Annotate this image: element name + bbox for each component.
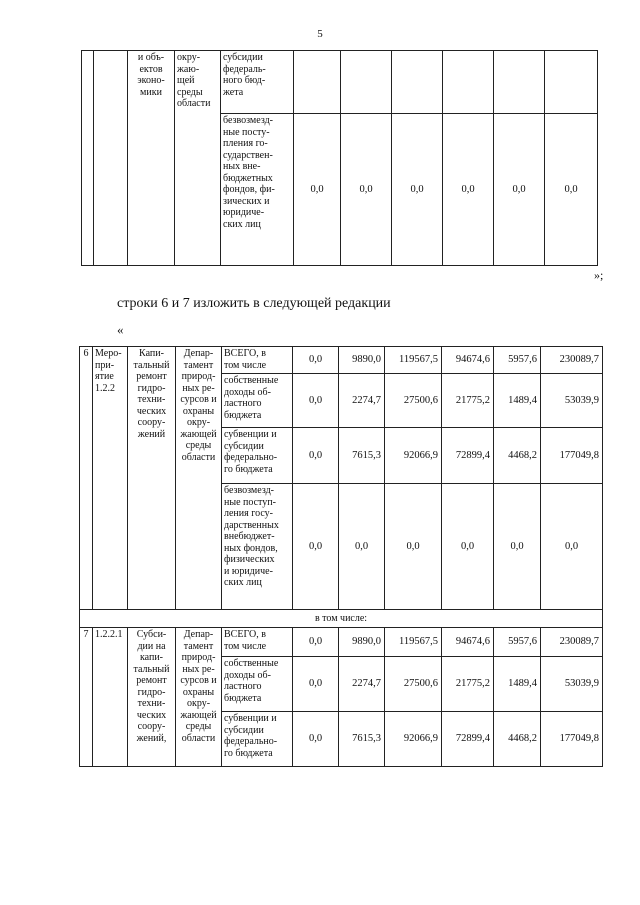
value-cell: 4468,2	[494, 712, 541, 767]
page-number: 5	[317, 28, 323, 40]
row7-source-federal: субвенции и субсидии федерально- го бюджета	[222, 712, 293, 767]
value-cell: 0,0	[293, 657, 339, 712]
value-cell: 72899,4	[442, 712, 494, 767]
value-cell: 230089,7	[541, 628, 603, 657]
value-cell: 27500,6	[385, 657, 442, 712]
row6-code: Меро- при- ятие 1.2.2	[93, 347, 128, 610]
row6-name: Капи- тальный ремонт гидро- техни- ческих соору- жений	[128, 347, 176, 610]
value-cell: 0,0	[442, 484, 494, 610]
value-cell: 1489,4	[494, 657, 541, 712]
value-cell: 5957,6	[494, 347, 541, 374]
table1-source-cell: безвозмезд- ные посту- пления го- сударствен- ных вне- бюджетных фондов, фи- зических и юридиче- ских лиц	[221, 114, 294, 266]
value-cell: 0,0	[293, 628, 339, 657]
value-cell: 72899,4	[442, 428, 494, 484]
value-cell: 119567,5	[385, 628, 442, 657]
table1-value-cell	[545, 51, 598, 114]
row6-source-total: ВСЕГО, в том числе	[222, 347, 293, 374]
table1-value-cell: 0,0	[341, 114, 392, 266]
value-cell: 2274,7	[339, 657, 385, 712]
row6-number: 6	[80, 347, 93, 610]
row6-dept: Депар- тамент природ- ных ре- сурсов и охраны окру- жающей среды области	[176, 347, 222, 610]
value-cell: 94674,6	[442, 628, 494, 657]
table1-dept-cell: окру- жаю- щей среды области	[175, 51, 221, 266]
value-cell: 9890,0	[339, 347, 385, 374]
value-cell: 7615,3	[339, 428, 385, 484]
table1-value-cell	[392, 51, 443, 114]
row7-source-total: ВСЕГО, в том числе	[222, 628, 293, 657]
table1-value-cell: 0,0	[545, 114, 598, 266]
value-cell: 27500,6	[385, 374, 442, 428]
table1-value-cell	[341, 51, 392, 114]
table1-value-cell	[294, 51, 341, 114]
closing-quote-mark: »;	[594, 268, 604, 282]
subheading-including: в том числе:	[80, 610, 603, 628]
value-cell: 21775,2	[442, 657, 494, 712]
value-cell: 53039,9	[541, 657, 603, 712]
value-cell: 230089,7	[541, 347, 603, 374]
value-cell: 0,0	[293, 484, 339, 610]
table1-value-cell: 0,0	[392, 114, 443, 266]
row7-number: 7	[80, 628, 93, 767]
value-cell: 0,0	[293, 374, 339, 428]
opening-quote-mark: «	[117, 322, 124, 337]
value-cell: 0,0	[293, 347, 339, 374]
row7-code: 1.2.2.1	[93, 628, 128, 767]
value-cell: 0,0	[541, 484, 603, 610]
table1-object-cell: и объ- ектов эконо- мики	[128, 51, 175, 266]
value-cell: 2274,7	[339, 374, 385, 428]
row6-source-federal: субвенции и субсидии федерально- го бюджета	[222, 428, 293, 484]
row6-source-extrabudgetary: безвозмезд- ные поступ- ления госу- дарственных внебюджет- ных фондов, физических и юридиче- ских лиц	[222, 484, 293, 610]
table1-code-cell	[94, 51, 128, 266]
value-cell: 0,0	[293, 428, 339, 484]
value-cell: 177049,8	[541, 428, 603, 484]
value-cell: 92066,9	[385, 712, 442, 767]
table1-source-cell: субсидии федераль- ного бюд- жета	[221, 51, 294, 114]
value-cell: 53039,9	[541, 374, 603, 428]
table-rows-6-7	[79, 346, 603, 767]
row6-source-regional: собственные доходы об- ластного бюджета	[222, 374, 293, 428]
value-cell: 5957,6	[494, 628, 541, 657]
table1-value-cell: 0,0	[443, 114, 494, 266]
value-cell: 9890,0	[339, 628, 385, 657]
value-cell: 21775,2	[442, 374, 494, 428]
row7-source-regional: собственные доходы об- ластного бюджета	[222, 657, 293, 712]
value-cell: 119567,5	[385, 347, 442, 374]
table1-num-cell	[82, 51, 94, 266]
value-cell: 0,0	[293, 712, 339, 767]
table1-value-cell: 0,0	[494, 114, 545, 266]
row7-name: Субси- дии на капи- тальный ремонт гидро- техни- ческих соору- жений,	[128, 628, 176, 767]
value-cell: 1489,4	[494, 374, 541, 428]
value-cell: 0,0	[339, 484, 385, 610]
value-cell: 94674,6	[442, 347, 494, 374]
value-cell: 177049,8	[541, 712, 603, 767]
table1-value-cell	[494, 51, 545, 114]
value-cell: 7615,3	[339, 712, 385, 767]
value-cell: 92066,9	[385, 428, 442, 484]
value-cell: 0,0	[494, 484, 541, 610]
value-cell: 0,0	[385, 484, 442, 610]
table1-value-cell: 0,0	[294, 114, 341, 266]
value-cell: 4468,2	[494, 428, 541, 484]
row7-dept: Депар- тамент природ- ных ре- сурсов и охраны окру- жающей среды области	[176, 628, 222, 767]
table-continuation	[81, 50, 598, 266]
table1-value-cell	[443, 51, 494, 114]
amendment-heading: строки 6 и 7 изложить в следующей редакции	[117, 296, 391, 311]
